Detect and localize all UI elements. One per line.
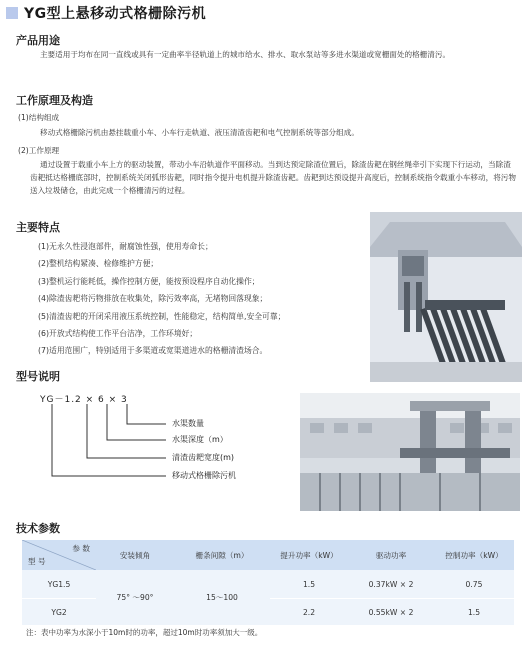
feature-item: (1)无永久性浸泡部件，耐腐蚀性强，使用寿命长；	[38, 242, 213, 251]
cell-angle: 75° ～90°	[96, 570, 174, 625]
features-list	[38, 238, 368, 360]
model-code: YG－1.2 × 6 × 3	[40, 395, 128, 405]
feature-item: (5)清渣齿耙的开闭采用液压系统控制，性能稳定，结构简单,安全可靠；	[38, 311, 286, 321]
model-label-rake-width: 清渣齿耙宽度(m)	[172, 453, 235, 462]
features-heading: 主要特点	[16, 221, 60, 234]
specs-heading: 技术参数	[16, 522, 60, 535]
feature-item: (6)开放式结构使工作平台洁净，工作环境好；	[38, 329, 198, 339]
usage-heading: 产品用途	[16, 34, 60, 47]
model-heading: 型号说明	[16, 370, 60, 383]
cell-control: 0.75	[434, 570, 514, 599]
model-label-machine: 移动式格栅除污机	[172, 471, 236, 480]
structure-subheading: (1)结构组成	[18, 113, 60, 122]
spec-table-header	[22, 540, 514, 570]
col-header-gap: 栅条间隙（m）	[174, 540, 270, 570]
cell-lift: 2.2	[270, 599, 348, 626]
spec-table	[22, 540, 514, 625]
cell-lift: 1.5	[270, 570, 348, 599]
cell-drive: 0.55kW × 2	[348, 599, 434, 626]
machine-photo	[370, 212, 522, 382]
cell-drive: 0.37kW × 2	[348, 570, 434, 599]
cell-model: YG2	[22, 599, 96, 626]
working-subheading: (2)工作原理	[18, 146, 60, 155]
model-label-depth: 水渠深度（m）	[172, 435, 228, 444]
col-header-lift: 提升功率（kW）	[270, 540, 348, 570]
cell-control: 1.5	[434, 599, 514, 626]
table-note: 注：表中功率为水深小于10m时的功率，超过10m时功率须加大一级。	[26, 628, 263, 637]
col-header-control: 控制功率（kW）	[434, 540, 514, 570]
cell-gap: 15～100	[174, 570, 270, 625]
corner-model-label: 型 号	[28, 557, 46, 566]
site-photo	[300, 393, 520, 511]
usage-text: 主要适用于均布在同一直线或具有一定曲率半径轨道上的城市给水、排水、取水泵站等多进水渠道或宽栅面处的格栅清污。	[40, 50, 451, 59]
title-marker-icon	[6, 7, 18, 19]
col-header-drive: 驱动功率	[348, 540, 434, 570]
corner-param-label: 参 数	[72, 544, 90, 553]
structure-text: 移动式格栅除污机由悬挂载重小车、小车行走轨道、液压清渣齿耙和电气控制系统等部分组成。	[40, 128, 359, 137]
feature-item: (3)整机运行能耗低，操作控制方便，能按预设程序自动化操作；	[38, 276, 260, 286]
page-title: YG型上悬移动式格栅除污机	[24, 6, 207, 22]
feature-item: (2)整机结构紧凑、检修维护方便；	[38, 259, 159, 269]
cell-model: YG1.5	[22, 570, 96, 599]
working-text: 通过设置于载重小车上方的驱动装置，带动小车沿轨道作平面移动。当到达预定除渣位置后，除渣齿耙在钢丝绳牵引下实现下行运动，当除渣齿耙抵达格栅底部时，控制系统关闭弧形齿耙，同时指令提升电机提升除渣齿耙。齿耙到达预设提升高度后，控制系统指令载重小车移动，将污物送入垃圾储仓，由此完成一个格栅清污的过程。	[30, 160, 516, 195]
col-header-angle: 安装倾角	[96, 540, 174, 570]
page-title-bar	[6, 3, 206, 23]
spec-corner-cell	[22, 540, 96, 570]
table-row	[22, 570, 514, 599]
feature-item: (7)适用范围广，特别适用于多渠道或宽渠道进水的格栅清渣场合。	[38, 346, 268, 356]
model-label-channels: 水渠数量	[172, 419, 204, 428]
principle-heading: 工作原理及构造	[16, 94, 93, 107]
feature-item: (4)除渣齿耙将污物排放在收集处，除污效率高，无堵物回落现象；	[38, 294, 268, 304]
